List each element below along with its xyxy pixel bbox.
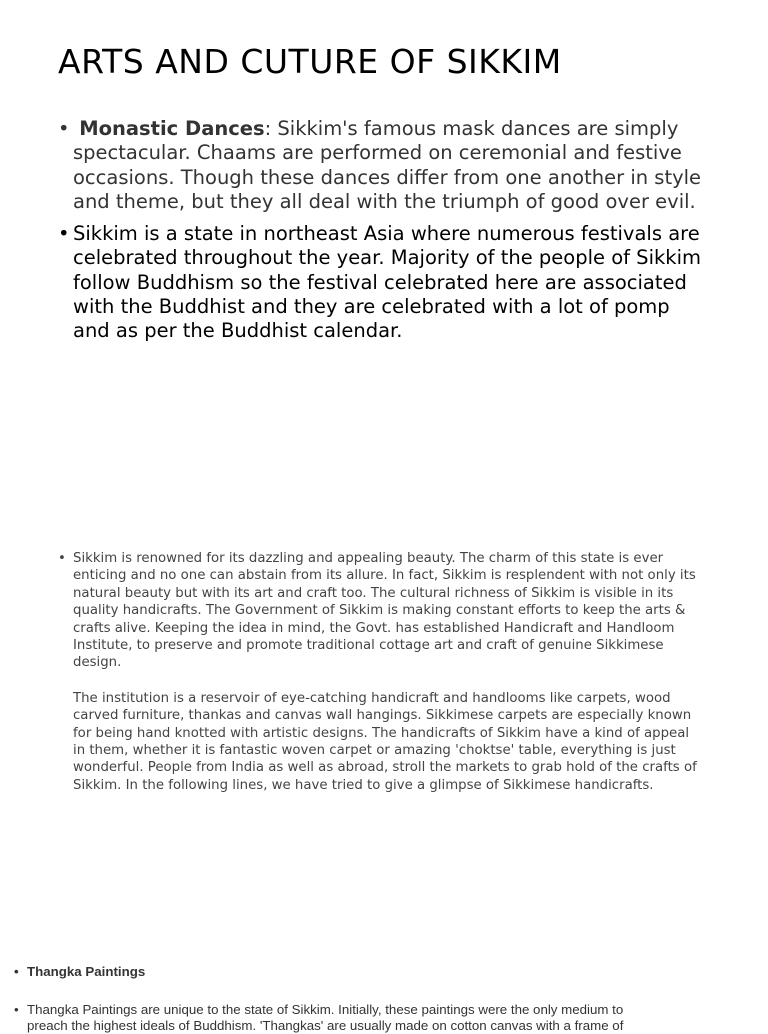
item-text: Thangka Paintings are unique to the state of Sikkim. Initially, these paintings were the only medium to preach the highest ideals of Buddhism. 'Thangkas' are usually made on cotton canvas with a frame of bbox=[27, 1002, 624, 1033]
section-heading: Thangka Paintings bbox=[27, 964, 146, 979]
thangka-text-list bbox=[14, 1002, 644, 1034]
page-title: ARTS AND CUTURE OF SIKKIM bbox=[58, 42, 562, 81]
list-item bbox=[14, 1002, 644, 1034]
bullet-icon: • bbox=[58, 222, 70, 246]
intro-list bbox=[58, 117, 708, 352]
list-item bbox=[58, 117, 708, 214]
bullet-icon: • bbox=[14, 964, 19, 979]
paragraph: Sikkim is renowned for its dazzling and appealing beauty. The charm of this state is ever enticing and no one can abstain from its allure. In fact, Sikkim is resplendent with not only its natural beauty but with its art and craft too. The cultural richness of Sikkim is visible in its quality handicrafts. The Government of Sikkim is making constant efforts to keep the arts & crafts alive. Keeping the idea in mind, the Govt. has established Handicraft and Handloom Institute, to preserve and promote traditional cottage art and craft of genuine Sikkimese design. bbox=[73, 551, 696, 671]
item-text: : Sikkim's famous mask dances are simply spectacular. Chaams are performed on ceremonial and festive occasions. Though these dances differ from one another in style and theme, but they all deal with the triumph of good over evil. bbox=[73, 117, 702, 213]
bullet-icon: • bbox=[58, 551, 66, 566]
thangka-heading-list bbox=[14, 964, 644, 980]
bullet-icon: • bbox=[58, 117, 70, 140]
list-item bbox=[58, 550, 698, 794]
handicrafts-list bbox=[58, 550, 698, 812]
list-item bbox=[14, 964, 644, 980]
paragraph: The institution is a reservoir of eye-catching handicraft and handlooms like carpets, wood carved furniture, thankas and canvas wall hangings. Sikkimese carpets are especially known for being hand knotted with artistic designs. The handicrafts of Sikkim have a kind of appeal in them, whether it is fantastic woven carpet or amazing 'choktse' table, everything is just wonderful. People from India as well as abroad, stroll the markets to grab hold of the crafts of Sikkim. In the following lines, we have tried to give a glimpse of Sikkimese handicrafts. bbox=[73, 690, 697, 793]
bullet-icon: • bbox=[14, 1002, 19, 1017]
list-item bbox=[58, 222, 708, 343]
item-heading: Monastic Dances bbox=[79, 117, 265, 140]
item-text: Sikkim is a state in northeast Asia where numerous festivals are celebrated throughout the year. Majority of the people of Sikkim follow Buddhism so the festival celebrated here are associated with the Buddhist and they are celebrated with a lot of pomp and as per the Buddhist calendar. bbox=[73, 222, 701, 343]
